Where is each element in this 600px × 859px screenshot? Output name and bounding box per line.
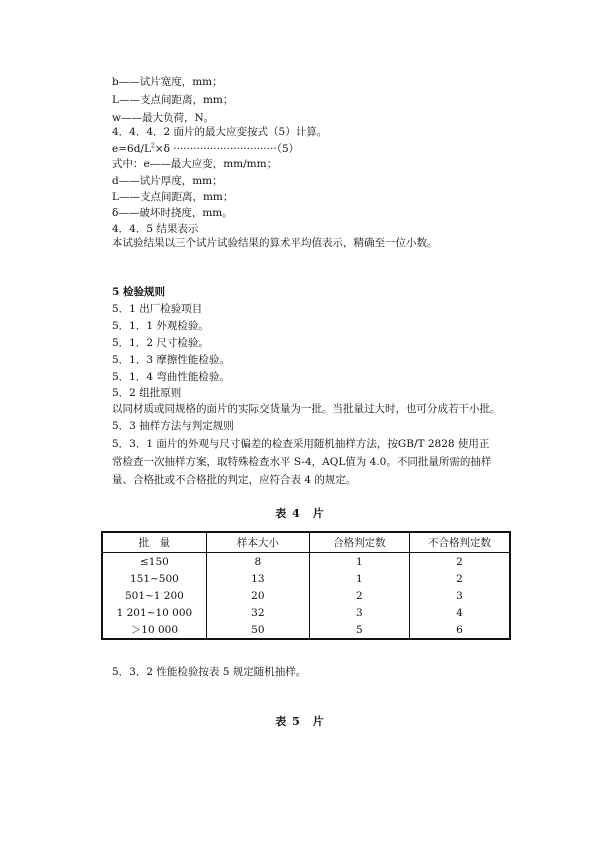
cell-sample-size: 20 (206, 587, 309, 604)
cell-batch: 501~1 200 (102, 587, 206, 604)
table-header-row (102, 532, 510, 553)
cell-batch: ＞10 000 (102, 621, 206, 639)
table-row (102, 604, 510, 621)
clause-5-2: 5．2 组批原则 (112, 387, 182, 399)
cell-reject: 2 (409, 553, 510, 571)
table-4-title: 表 4 片 (275, 507, 325, 520)
header-batch: 批 量 (102, 532, 206, 553)
clause-5-1-2: 5．1．2 尺寸检验。 (112, 337, 209, 349)
header-sample-size: 样本大小 (206, 532, 309, 553)
formula-5 (112, 143, 299, 156)
cell-accept: 1 (309, 553, 409, 571)
header-reject-number: 不合格判定数 (409, 532, 510, 553)
definition-L2: L——支点间距离，mm； (112, 191, 234, 203)
clause-5-3-1: 5．3．1 面片的外观与尺寸偏差的检查采用随机抽样方法，按GB/T 2828 使用正常检查一次抽样方案，取特殊检查水平 S-4，AQL值为 4.0。不同批量所需的抽样量、合格批或不合格批的判定，应符合表 4 的规定。 (112, 438, 492, 486)
table-row (102, 570, 510, 587)
cell-accept: 5 (309, 621, 409, 639)
where-e: 式中：e——最大应变，mm/mm； (112, 158, 278, 170)
definition-L: L——支点间距离，mm； (112, 94, 234, 106)
batch-principle-text: 以同材质或同规格的面片的实际交货量为一批。当批量过大时，也可分成若干小批。 (112, 403, 501, 415)
cell-batch: 151~500 (102, 570, 206, 587)
cell-reject: 4 (409, 604, 510, 621)
cell-reject: 6 (409, 621, 510, 639)
clause-5-3: 5．3 抽样方法与判定规则 (112, 420, 234, 432)
cell-batch: ≤150 (102, 553, 206, 571)
result-expression: 本试验结果以三个试片试验结果的算术平均值表示，精确至一位小数。 (112, 237, 438, 249)
definition-w: w——最大负荷，N。 (112, 112, 215, 124)
clause-4-4-5: 4．4．5 结果表示 (112, 223, 199, 235)
definition-d: d——试片厚度，mm； (112, 175, 223, 187)
clause-5-1-1: 5．1．1 外观检验。 (112, 320, 209, 332)
table-row (102, 621, 510, 639)
clause-5-1-3: 5．1．3 摩擦性能检验。 (112, 354, 230, 366)
definition-b: b——试片宽度，mm； (112, 76, 223, 88)
table-4 (101, 531, 511, 640)
clause-5-1: 5．1 出厂检验项目 (112, 303, 203, 315)
cell-accept: 1 (309, 570, 409, 587)
cell-sample-size: 50 (206, 621, 309, 639)
cell-accept: 2 (309, 587, 409, 604)
formula-post: ×δ ·······························（5） (154, 143, 300, 155)
formula-pre: e=6d/L (112, 143, 151, 155)
clause-5-1-4: 5．1．4 弯曲性能检验。 (112, 371, 230, 383)
header-accept-number: 合格判定数 (309, 532, 409, 553)
formula-exponent: 2 (150, 142, 155, 150)
definition-delta: δ——破坏时挠度，mm。 (112, 207, 233, 219)
cell-sample-size: 32 (206, 604, 309, 621)
cell-sample-size: 13 (206, 570, 309, 587)
cell-reject: 3 (409, 587, 510, 604)
cell-batch: 1 201~10 000 (102, 604, 206, 621)
section-5-heading: 5 检验规则 (112, 286, 165, 298)
table-5-title: 表 5 片 (275, 715, 325, 728)
clause-5-3-2: 5．3．2 性能检验按表 5 规定随机抽样。 (112, 666, 307, 678)
table-row (102, 587, 510, 604)
clause-4-4-4-2: 4．4．4．2 面片的最大应变按式（5）计算。 (112, 126, 328, 138)
cell-sample-size: 8 (206, 553, 309, 571)
table-row (102, 553, 510, 571)
cell-accept: 3 (309, 604, 409, 621)
cell-reject: 2 (409, 570, 510, 587)
